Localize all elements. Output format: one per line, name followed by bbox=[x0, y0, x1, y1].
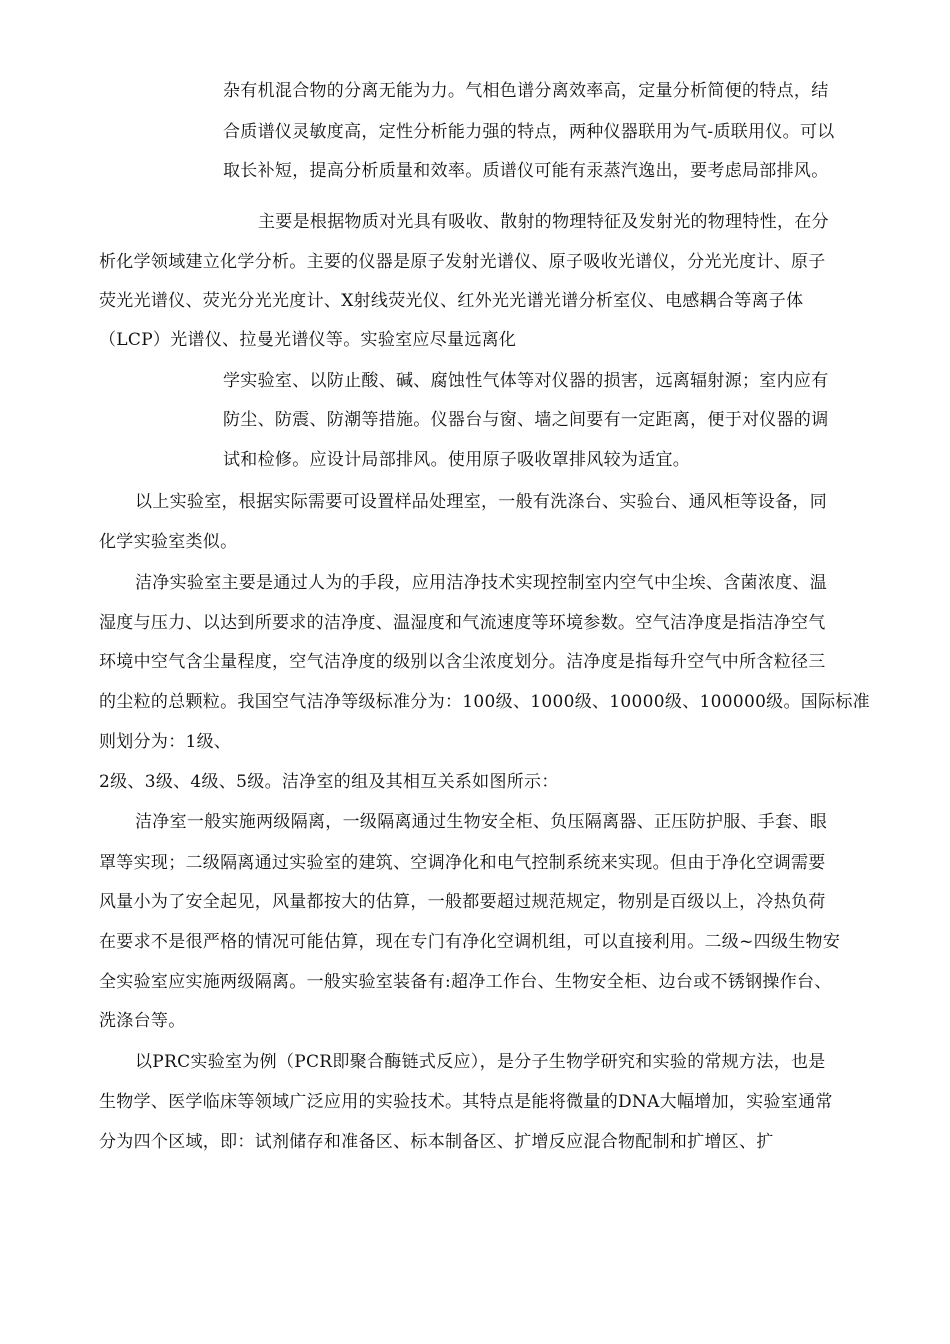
text-line: 风量小为了安全起见，风量都按大的估算，一般都要超过规范规定，物别是百级以上，冷热负荷 bbox=[99, 892, 826, 912]
text-line: 学实验室、以防止酸、碱、腐蚀性气体等对仪器的损害，远离辐射源；室内应有 bbox=[223, 371, 829, 391]
text-line: 主要是根据物质对光具有吸收、散射的物理特征及发射光的物理特性，在分 bbox=[258, 212, 829, 232]
text-line: 杂有机混合物的分离无能为力。气相色谱分离效率高，定量分析简便的特点，结 bbox=[223, 81, 829, 101]
text-line: 防尘、防震、防潮等措施。仪器台与窗、墙之间要有一定距离，便于对仪器的调 bbox=[223, 410, 829, 430]
text-line: 生物学、医学临床等领域广泛应用的实验技术。其特点是能将微量的DNA大幅增加，实验室通常 bbox=[99, 1092, 833, 1112]
text-line: 以PRC实验室为例（PCR即聚合酶链式反应），是分子生物学研究和实验的常规方法，也是 bbox=[135, 1052, 826, 1072]
text-line: 洁净室一般实施两级隔离，一级隔离通过生物安全柜、负压隔离器、正压防护服、手套、眼 bbox=[135, 812, 827, 832]
text-line: （LCP）光谱仪、拉曼光谱仪等。实验室应尽量远离化 bbox=[99, 330, 517, 350]
text-line: 合质谱仪灵敏度高，定性分析能力强的特点，两种仪器联用为气-质联用仪。可以 bbox=[223, 122, 835, 142]
text-line: 化学实验室类似。 bbox=[99, 532, 238, 552]
text-line: 全实验室应实施两级隔离。一般实验室装备有:超净工作台、生物安全柜、边台或不锈钢操作台、 bbox=[99, 972, 832, 992]
text-line: 则划分为：1级、 bbox=[99, 732, 232, 752]
text-line: 析化学领域建立化学分析。主要的仪器是原子发射光谱仪、原子吸收光谱仪，分光光度计、原子 bbox=[99, 252, 826, 272]
text-line: 的尘粒的总颗粒。我国空气洁净等级标准分为：100级、1000级、10000级、100000级。国际标准 bbox=[99, 692, 870, 712]
text-line: 分为四个区域，即：试剂储存和准备区、标本制备区、扩增反应混合物配制和扩增区、扩 bbox=[99, 1132, 774, 1152]
text-line: 湿度与压力、以达到所要求的洁净度、温湿度和气流速度等环境参数。空气洁净度是指洁净空气 bbox=[99, 613, 826, 633]
text-line: 洗涤台等。 bbox=[99, 1011, 186, 1031]
text-line: 洁净实验室主要是通过人为的手段，应用洁净技术实现控制室内空气中尘埃、含菌浓度、温 bbox=[135, 573, 827, 593]
text-line: 在要求不是很严格的情况可能估算，现在专门有净化空调机组，可以直接利用。二级~四级生物安 bbox=[99, 932, 841, 952]
text-line: 罩等实现；二级隔离通过实验室的建筑、空调净化和电气控制系统来实现。但由于净化空调需要 bbox=[99, 853, 826, 873]
text-line: 2级、3级、4级、5级。洁净室的组及其相互关系如图所示： bbox=[99, 772, 559, 792]
text-line: 荧光光谱仪、荧光分光光度计、X射线荧光仪、红外光光谱光谱分析室仪、电感耦合等离子体 bbox=[99, 291, 804, 311]
text-line: 取长补短，提高分析质量和效率。质谱仪可能有汞蒸汽逸出，要考虑局部排风。 bbox=[223, 161, 829, 181]
text-line: 试和检修。应设计局部排风。使用原子吸收罩排风较为适宜。 bbox=[223, 450, 691, 470]
text-line: 环境中空气含尘量程度，空气洁净度的级别以含尘浓度划分。洁净度是指每升空气中所含粒径三 bbox=[99, 652, 826, 672]
text-line: 以上实验室，根据实际需要可设置样品处理室，一般有洗涤台、实验台、通风柜等设备，同 bbox=[135, 492, 827, 512]
